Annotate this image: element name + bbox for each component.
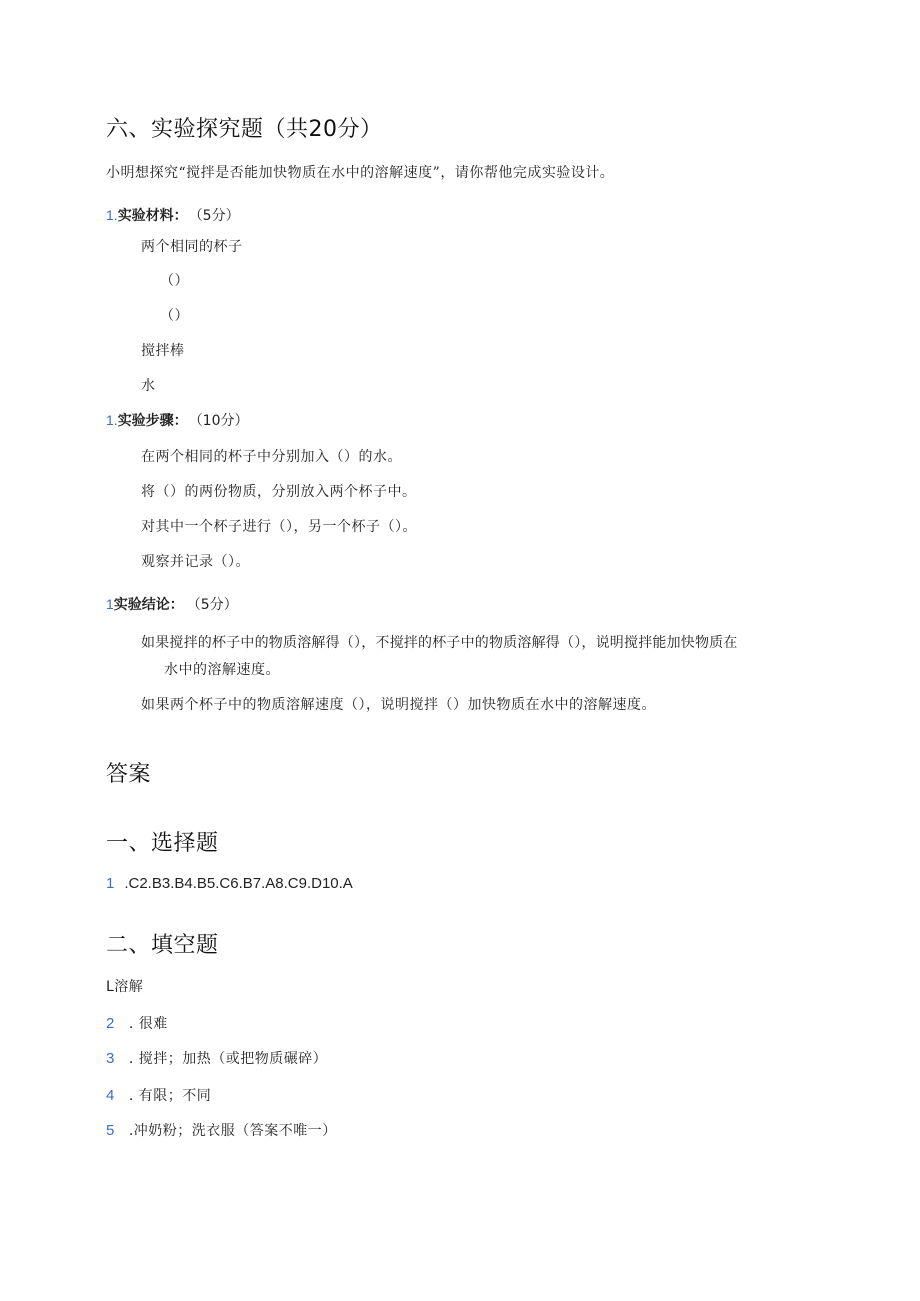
material-item: （）	[160, 273, 189, 289]
section-6-title: 六、实验探究题（共20分）	[106, 117, 383, 142]
materials-points: （5分）	[195, 208, 240, 224]
fill-answer	[106, 1048, 327, 1068]
section-6-intro: 小明想探究“搅拌是否能加快物质在水中的溶解速度”，请你帮他完成实验设计。	[106, 165, 615, 181]
answers-title: 答案	[106, 762, 152, 787]
fill-answer	[106, 1120, 337, 1140]
conclusion-line: 如果搅拌的杯子中的物质溶解得（），不搅拌的杯子中的物质溶解得（），说明搅拌能加快物质在	[141, 635, 738, 651]
materials-heading	[106, 205, 240, 225]
fill-text: . 搅拌；加热（或把物质碾碎）	[128, 1051, 328, 1067]
choice-text: .C2.B3.B4.B5.C6.B7.A8.C9.D10.A	[124, 875, 353, 892]
fill-number: 5	[106, 1122, 115, 1139]
steps-label: 实验步骤：	[117, 413, 188, 429]
fill-number: 3	[106, 1050, 115, 1067]
fill-answer-1: L溶解	[106, 979, 144, 995]
conclusion-heading	[106, 594, 238, 614]
fill-text: .冲奶粉；洗衣服（答案不唯一）	[128, 1123, 337, 1139]
material-item: 两个相同的杯子	[141, 239, 243, 255]
material-item: 搅拌棒	[141, 343, 185, 359]
fill-text: . 有限；不同	[128, 1088, 212, 1104]
steps-number: 1.	[106, 412, 118, 428]
fill-section-title: 二、填空题	[106, 933, 219, 958]
choice-number: 1	[106, 875, 115, 892]
conclusion-label: 实验结论：	[113, 597, 184, 613]
conclusion-line: 如果两个杯子中的物质溶解速度（），说明搅拌（）加快物质在水中的溶解速度。	[141, 697, 656, 713]
choice-section-title: 一、选择题	[106, 831, 219, 856]
step-item: 观察并记录（）。	[141, 554, 250, 570]
step-item: 在两个相同的杯子中分别加入（）的水。	[141, 449, 402, 465]
material-item: 水	[141, 378, 156, 394]
conclusion-points: （5分）	[193, 597, 238, 613]
materials-number: 1.	[106, 207, 118, 223]
fill-text: . 很难	[128, 1016, 168, 1032]
conclusion-number: 1	[106, 596, 114, 612]
choice-answers	[106, 875, 353, 892]
step-item: 将（）的两份物质，分别放入两个杯子中。	[141, 484, 417, 500]
materials-label: 实验材料：	[117, 208, 188, 224]
steps-heading	[106, 410, 249, 430]
fill-answer	[106, 1085, 211, 1105]
fill-number: 2	[106, 1015, 115, 1032]
material-item: （）	[160, 308, 189, 324]
step-item: 对其中一个杯子进行（），另一个杯子（）。	[141, 519, 417, 535]
fill-answer	[106, 1013, 168, 1033]
steps-points: （10分）	[195, 413, 249, 429]
conclusion-line-continued: 水中的溶解速度。	[164, 662, 280, 678]
fill-number: 4	[106, 1087, 115, 1104]
